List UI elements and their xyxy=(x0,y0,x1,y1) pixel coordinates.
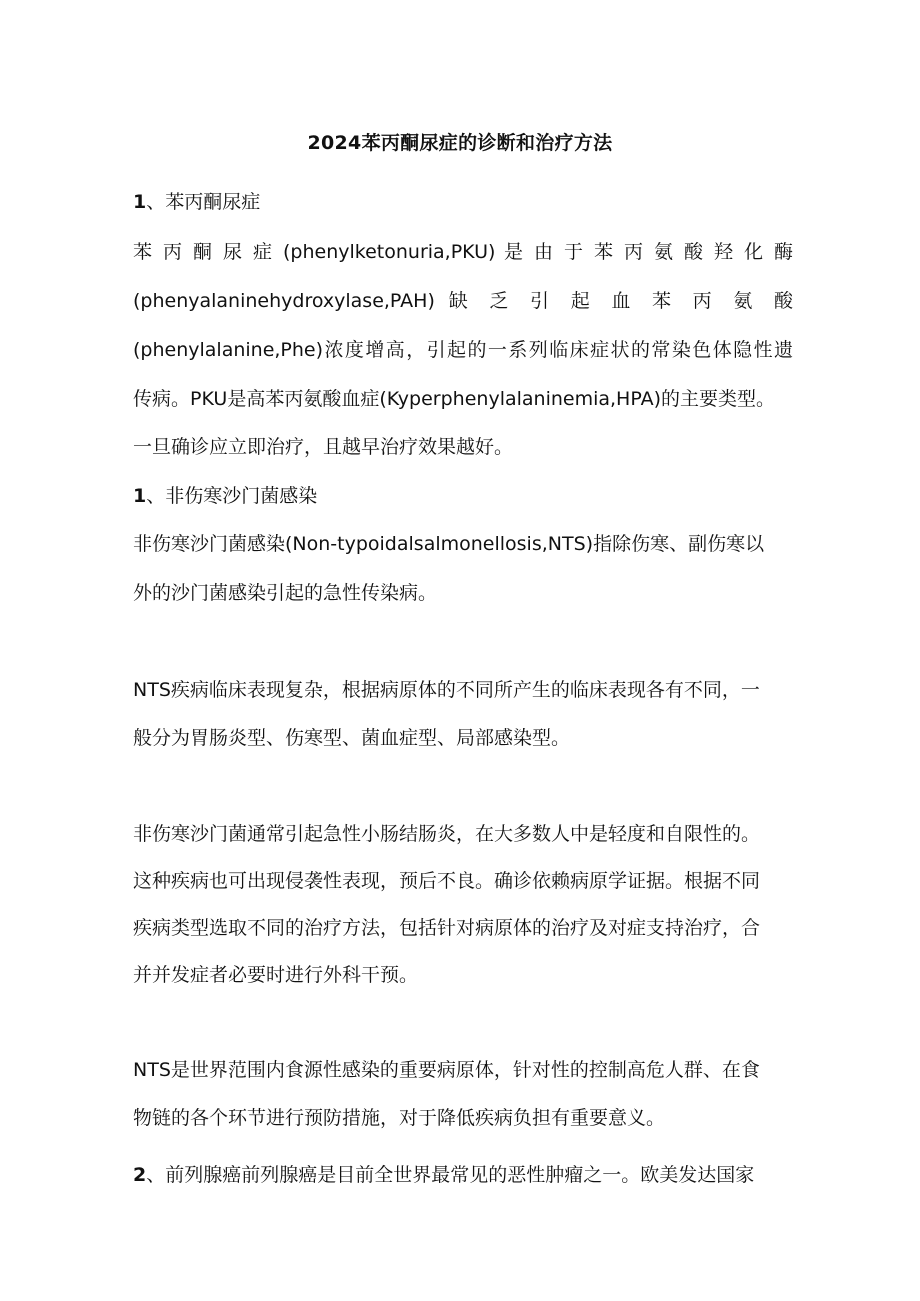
paragraph-line: 传病。PKU是高苯丙氨酸血症(Kyperphenylalaninemia,HPA)的主要类型。 xyxy=(133,388,775,410)
paragraph-line: 非伤寒沙门菌感染(Non-typoidalsalmonellosis,NTS)指除伤寒、副伤寒以 xyxy=(133,533,765,555)
paragraph-line: 一旦确诊应立即治疗，且越早治疗效果越好。 xyxy=(133,436,514,458)
paragraph-line: 苯 丙 酮 尿 症 (phenylketonuria,PKU) 是 由 于 苯 丙 氨 酸 羟 化 酶 xyxy=(133,241,793,263)
section-heading-text: 、前列腺癌前列腺癌是目前全世界最常见的恶性肿瘤之一。欧美发达国家 xyxy=(146,1164,755,1186)
section-heading-text: 、非伤寒沙门菌感染 xyxy=(146,485,318,507)
document-title: 2024苯丙酮尿症的诊断和治疗方法 xyxy=(307,132,613,154)
paragraph-line: (phenyalaninehydroxylase,PAH) 缺 乏 引 起 血 苯 丙 氨 酸 xyxy=(133,290,793,312)
paragraph-line: 物链的各个环节进行预防措施，对于降低疾病负担有重要意义。 xyxy=(133,1107,666,1129)
paragraph-line: 外的沙门菌感染引起的急性传染病。 xyxy=(133,582,438,604)
paragraph-line: NTS疾病临床表现复杂，根据病原体的不同所产生的临床表现各有不同，一 xyxy=(133,679,760,701)
section-heading-nts xyxy=(133,482,793,510)
paragraph-line: NTS是世界范围内食源性感染的重要病原体，针对性的控制高危人群、在食 xyxy=(133,1059,760,1081)
section-heading-prostate xyxy=(133,1161,793,1189)
section-number: 1 xyxy=(133,191,147,213)
section-heading-pku xyxy=(133,188,793,216)
paragraph-line: (phenylalanine,Phe)浓度增高，引起的一系列临床症状的常染色体隐性遗 xyxy=(133,339,793,361)
paragraph-line: 般分为胃肠炎型、伤寒型、菌血症型、局部感染型。 xyxy=(133,727,571,749)
paragraph-line: 非伤寒沙门菌通常引起急性小肠结肠炎，在大多数人中是轻度和自限性的。 xyxy=(133,823,761,845)
section-heading-text: 、苯丙酮尿症 xyxy=(146,191,261,213)
section-number: 2 xyxy=(133,1164,147,1186)
paragraph-line: 这种疾病也可出现侵袭性表现，预后不良。确诊依赖病原学证据。根据不同 xyxy=(133,870,761,892)
section-number: 1 xyxy=(133,485,147,507)
paragraph-line: 并并发症者必要时进行外科干预。 xyxy=(133,964,419,986)
paragraph-line: 疾病类型选取不同的治疗方法，包括针对病原体的治疗及对症支持治疗，合 xyxy=(133,917,761,939)
